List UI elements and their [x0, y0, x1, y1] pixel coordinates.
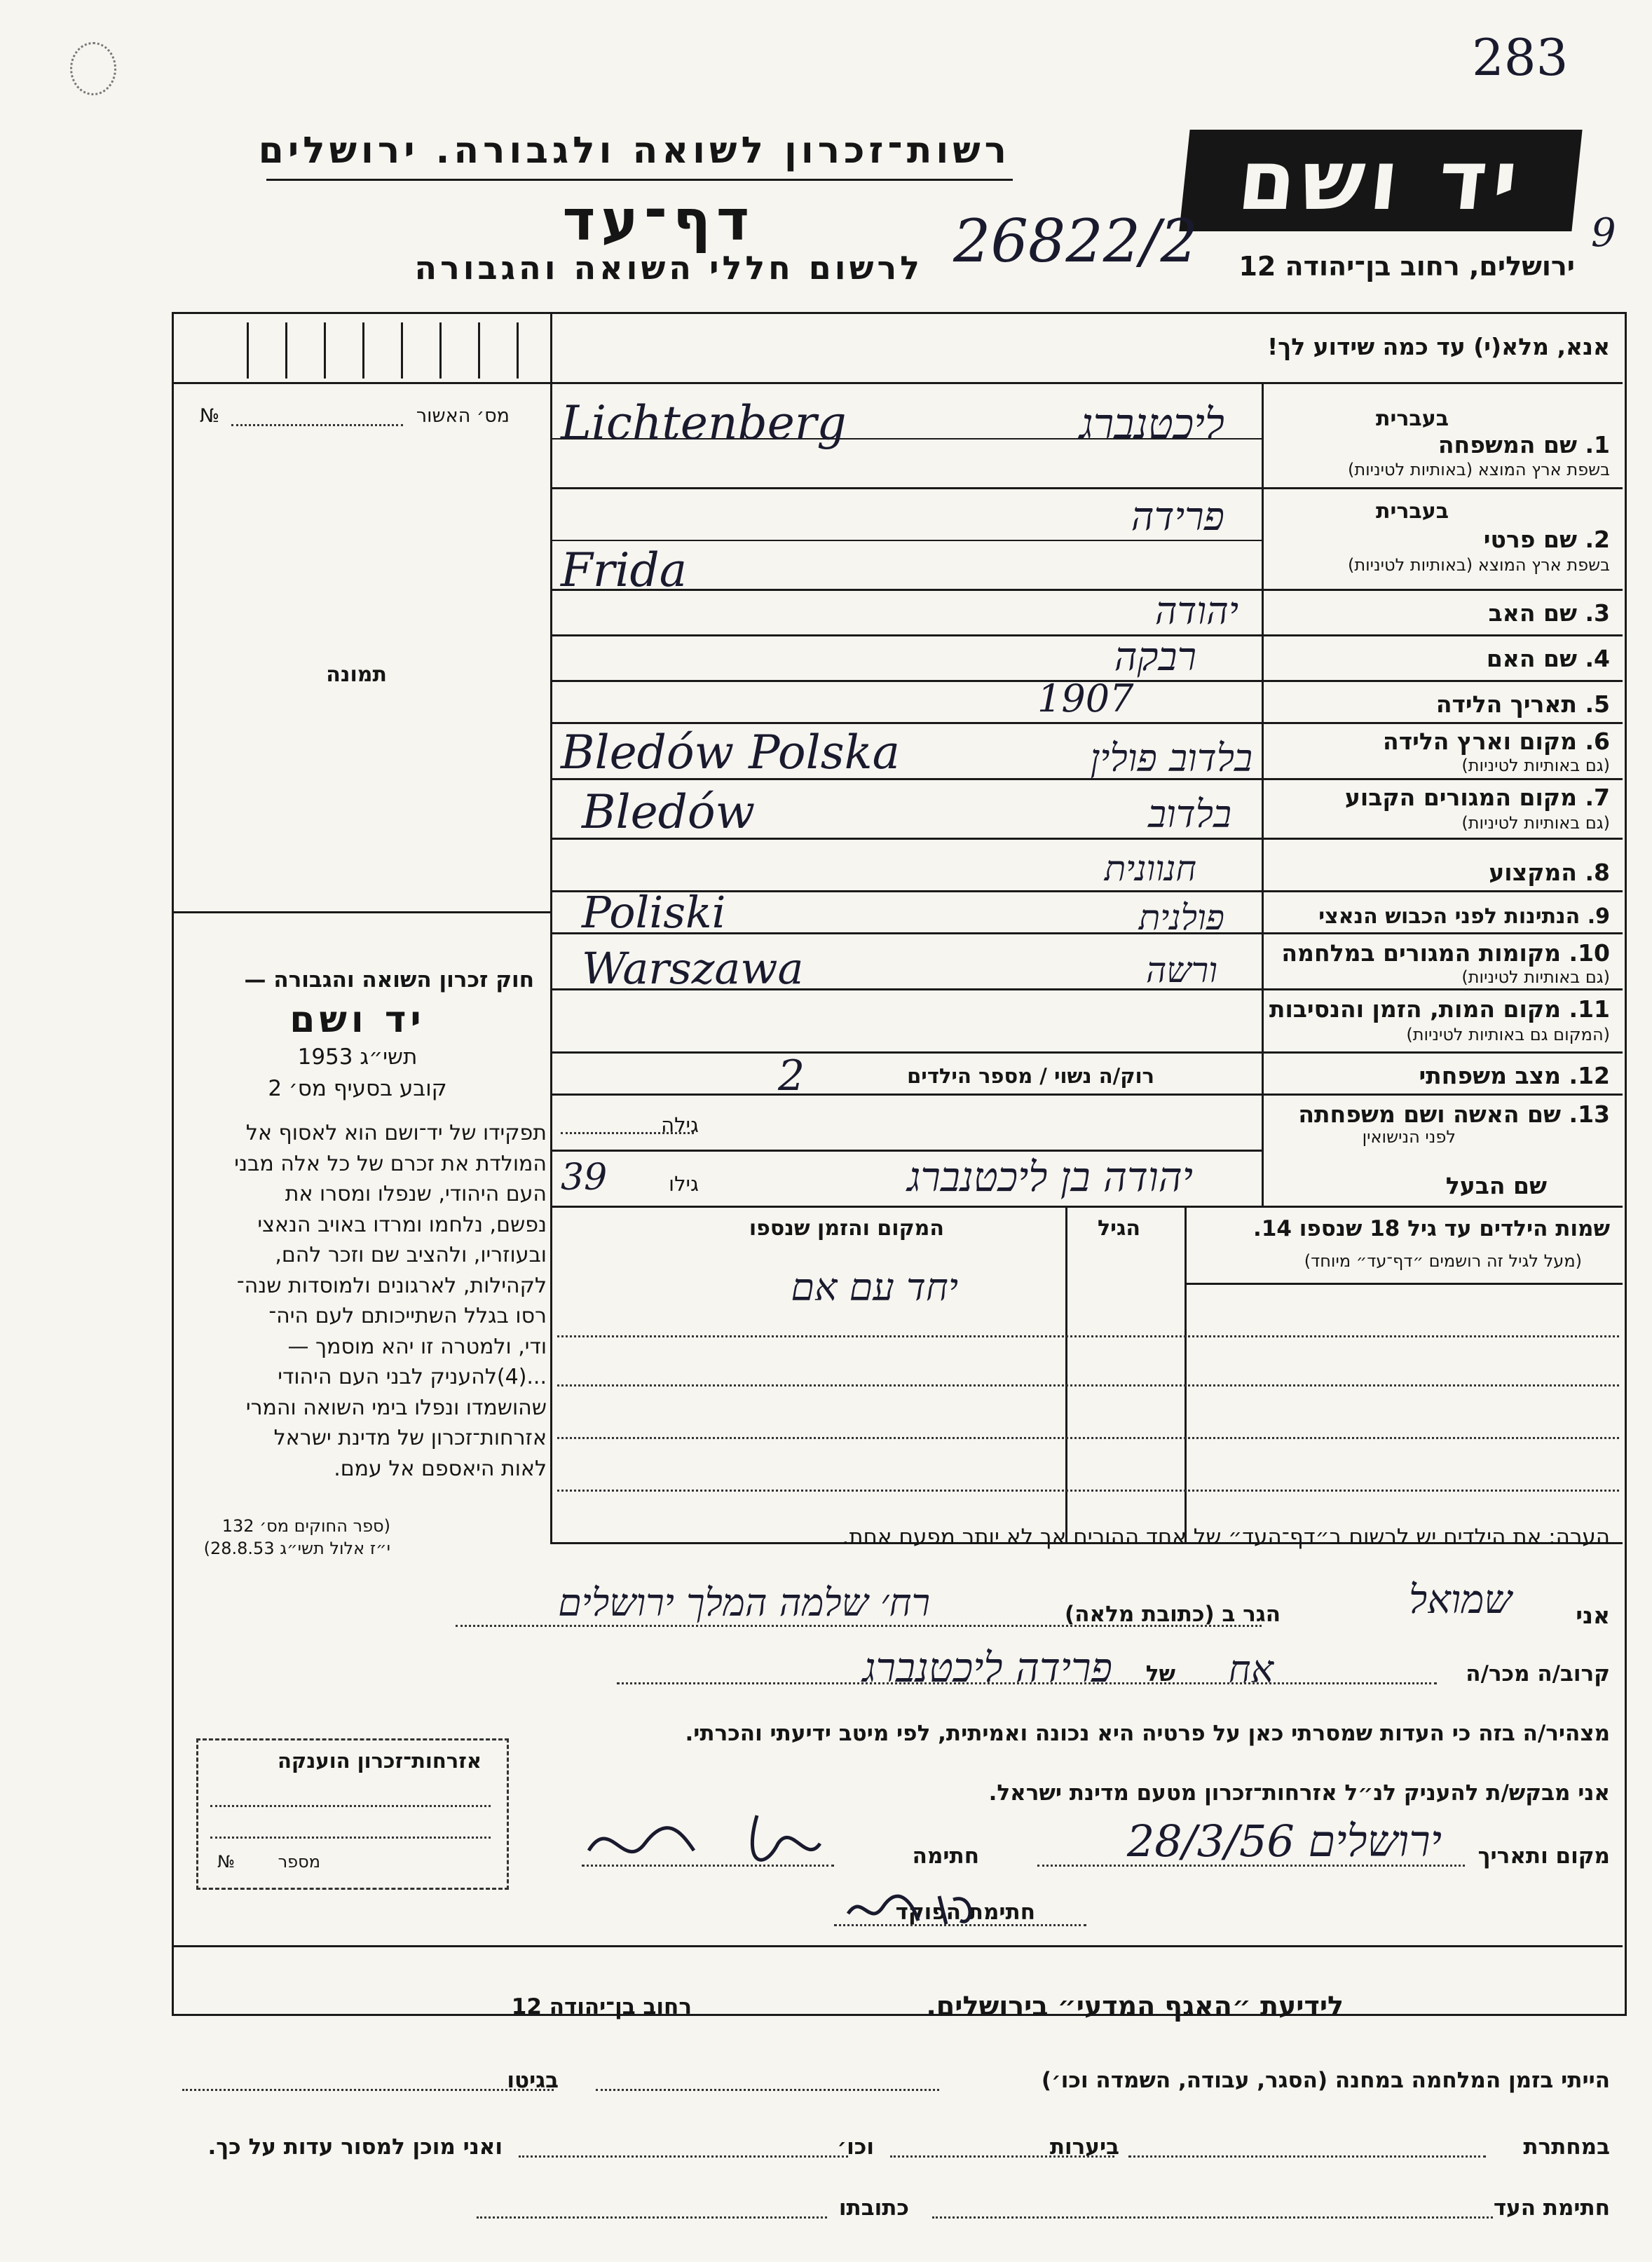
field-1-sub: בשפת ארץ המוצא (באותיות לטיניות)	[1348, 460, 1610, 479]
page-number: 283	[1472, 28, 1569, 87]
children-value: יחד עם אם	[791, 1265, 958, 1309]
declaration-relation: אח	[1228, 1647, 1274, 1691]
children-col-age: הגיל	[1098, 1216, 1140, 1241]
field-2-hebrew-tag: בעברית	[1376, 499, 1449, 524]
label-column-divider	[1262, 382, 1264, 1206]
declaration-ani-value: שמואל	[1409, 1577, 1512, 1623]
field-6-value-latin: Bledów Polska	[561, 725, 900, 779]
approval-label: מס׳ האשור	[416, 405, 510, 427]
photo-label: תמונה	[326, 662, 387, 687]
field-6-value-hebrew: בלדוב פולין	[1090, 736, 1252, 780]
bottom-etc: וכו׳	[837, 2134, 874, 2160]
corner-mark: 9	[1591, 210, 1616, 256]
reference-number: 26822/2	[953, 207, 1198, 275]
field-4-label: 4. שם האם	[1486, 645, 1610, 672]
field-2-sub: בשפת ארץ המוצא (באותיות לטיניות)	[1348, 555, 1610, 575]
field-7-sub: (גם באותיות לטיניות)	[1461, 813, 1610, 833]
field-12-status-options: רוק/ה נשוי / מספר הילדים	[907, 1064, 1154, 1088]
field-10-value-hebrew: ורשה	[1145, 950, 1217, 990]
field-3-value: יהודה	[1154, 589, 1238, 633]
note: הערה: את הילדים יש לרשום ב״דף־העד״ של אחד ההורים אך לא יותר מפעם אחת.	[842, 1525, 1610, 1550]
field-11-sub: (המקום גם באותיות לטיניות)	[1406, 1025, 1610, 1044]
field-1-hebrew-tag: בעברית	[1376, 407, 1449, 431]
bottom-forests: ביערות	[1049, 2134, 1119, 2160]
approval-cells	[210, 322, 547, 379]
bottom-address-label: כתובתו	[838, 2195, 909, 2221]
approval-no: №	[200, 405, 220, 427]
field-10-label: 10. מקומות המגורים במלחמה	[1281, 939, 1610, 967]
field-8-value: חנוונית	[1104, 848, 1196, 889]
field-12-children-count: 2	[778, 1051, 805, 1101]
husband-age: 39	[561, 1157, 608, 1199]
law-title: חוק זכרון השואה והגבורה —	[244, 967, 534, 993]
field-10-sub: (גם באותיות לטיניות)	[1461, 967, 1610, 987]
declaration-residing: הגר ב (כתובת מלאה)	[1065, 1602, 1281, 1627]
field-9-label: 9. הנתינות לפני הכבוש הנאצי	[1318, 904, 1610, 929]
field-12-label: 12. מצב משפחתי	[1419, 1062, 1610, 1089]
declaration-address: רח׳ שלמה המלך ירושלים	[558, 1581, 930, 1625]
field-2-value-hebrew: פרידה	[1131, 494, 1224, 540]
field-1-label: 1. שם המשפחה	[1438, 431, 1610, 458]
declaration-of: של	[1145, 1661, 1175, 1687]
left-column-divider	[550, 312, 552, 1542]
field-3-label: 3. שם האב	[1488, 599, 1610, 627]
field-11-label: 11. מקום המות, הזמן והנסיבות	[1269, 995, 1610, 1023]
field-1-value-hebrew: ליכטנברג	[1079, 400, 1224, 449]
field-1-value-latin: Lichtenberg	[561, 396, 847, 450]
header-rule	[266, 179, 1013, 181]
form-title: דף־עד	[562, 188, 755, 253]
declarant-signature	[582, 1801, 862, 1879]
children-label: שמות הילדים עד גיל 18 שנספו 14.	[1253, 1216, 1610, 1241]
declaration-ani: אני	[1576, 1602, 1610, 1629]
children-sub: (מעל לגיל זה רושמים ״דף־עד״ מיוחד)	[1304, 1251, 1582, 1271]
law-clause: קובע בסעיף מס׳ 2	[268, 1076, 447, 1101]
husband-label: שם הבעל	[1445, 1172, 1547, 1199]
field-13-sub: לפני הנישואין	[1362, 1127, 1456, 1147]
field-8-label: 8. המקצוע	[1489, 859, 1610, 886]
law-year: תשי״ג 1953	[297, 1044, 418, 1070]
field-10-value-latin: Warszawa	[582, 943, 804, 994]
bottom-underground: במחתרת	[1523, 2134, 1610, 2160]
declaration-of-value: פרידה ליכטנברג	[862, 1644, 1112, 1691]
official-signature	[841, 1886, 981, 1935]
field-7-label: 7. מקום המגורים הקבוע	[1344, 784, 1610, 811]
bottom-witness-signature: חתימת העד	[1493, 2195, 1610, 2221]
field-4-value: רבקה	[1114, 634, 1196, 680]
bottom-ready: ואני מוכן למסור עדות על כך.	[207, 2134, 503, 2160]
field-7-value-hebrew: בלדוב	[1148, 792, 1231, 836]
official-signature-label: חתימת הפוקד	[895, 1900, 1035, 1925]
citizenship-number: מספר	[278, 1852, 320, 1872]
declaration-relative: קרוב/ה מכר/ה	[1466, 1661, 1610, 1687]
law-ref-1: (ספר החוקים מס׳ 132	[221, 1516, 390, 1536]
field-7-value-latin: Bledów	[582, 785, 756, 839]
yad-vashem-logo	[1179, 130, 1582, 231]
logo-text: יד ושם	[1234, 132, 1528, 229]
bottom-address: רחוב בן־יהודה 12	[511, 1994, 692, 2019]
field-5-label: 5. תאריך הלידה	[1435, 690, 1610, 718]
declaration-request: אני מבקש/ת להעניק לנ״ל אזרחות־זכרון מטעם מדינת ישראל.	[988, 1780, 1610, 1806]
law-name: יד ושם	[289, 999, 425, 1041]
citizenship-title: אזרחות־זכרון הוענקה	[277, 1749, 482, 1773]
instruction: אנא, מלא(י) עד כמה שידוע לך!	[1267, 333, 1610, 360]
law-body: תפקידו של יד־ושם הוא לאסוף אל המולדת את זכרם של כל אלה מבני העם היהודי, שנפלו ומסרו את נפשם, נלחמו ומרדו באויב הנאצי ובעוזריו, ולהציב שם וזכר להם, לקהילות, לארגונים ולמוסדות שנה־ רסו בגלל השתייכותם לעם היה־ ודי, ולמטרה זו יהא מוסמך — ...(4)להעניק לבני העם היהודי שהושמדו ונפלו בימי השואה והמרי אזרחות־זכרון של מדינת ישראל לאות היאספם אל עמם.	[234, 1121, 547, 1481]
field-9-value-latin: Poliski	[582, 887, 726, 938]
wife-age-label: גילה	[661, 1113, 699, 1137]
stamp-mark	[70, 42, 116, 95]
bottom-ghetto: בגיטו	[507, 2068, 559, 2093]
bottom-line-camp: הייתי בזמן המלחמה במחנה (הסגר, עבודה, השמדה וכו׳)	[1041, 2068, 1610, 2093]
field-9-value-hebrew: פולנית	[1138, 897, 1224, 938]
husband-age-label: גילו	[669, 1172, 699, 1196]
field-2-label: 2. שם פרטי	[1483, 526, 1610, 553]
husband-name: יהודה בן ליכטנברג	[907, 1153, 1193, 1201]
children-col-place: המקום והזמן שנספו	[749, 1216, 944, 1241]
law-ref-2: י״ז אלול תשי״ג 28.8.53)	[203, 1539, 390, 1558]
field-13-label: 13. שם האשה ושם משפחתה	[1298, 1101, 1610, 1128]
signature-label: חתימה	[912, 1844, 979, 1869]
field-6-sub: (גם באותיות לטיניות)	[1461, 756, 1610, 775]
field-6-label: 6. מקום וארץ הלידה	[1383, 728, 1610, 755]
official-signature-scribble	[841, 1886, 981, 1935]
declaration-statement: מצהיר/ה בזה כי העדות שמסרתי כאן על פרטיה היא נכונה ואמיתית, לפי מיטב ידיעתי והכרתי.	[685, 1721, 1610, 1746]
place-date-value: ירושלים 28/3/56	[1126, 1815, 1442, 1867]
address: ירושלים, רחוב בן־יהודה 12	[1238, 251, 1575, 282]
form-subtitle: לרשום חללי השואה והגבורה	[414, 249, 923, 287]
place-date-label: מקום ותאריך	[1477, 1844, 1610, 1869]
field-2-value-latin: Frida	[561, 543, 688, 597]
field-5-value: 1907	[1037, 676, 1134, 721]
signature-scribble	[582, 1801, 862, 1879]
bottom-title: לידיעת ״האגף המדעי״ בירושלים.	[926, 1991, 1344, 2022]
authority-name: רשות־זכרון לשואה ולגבורה. ירושלים	[258, 130, 1011, 172]
citizenship-no: №	[217, 1852, 235, 1872]
